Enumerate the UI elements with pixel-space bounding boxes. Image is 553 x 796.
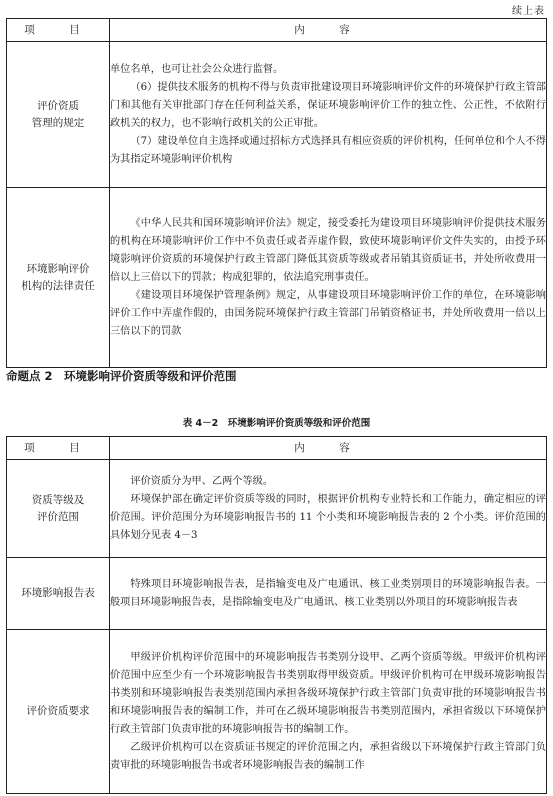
table-row	[7, 42, 547, 188]
table-header	[7, 437, 547, 460]
table-row	[7, 630, 547, 794]
paragraph: 环境保护部在确定评价资质等级的同时，根据评价机构专业特长和工作能力，确定相应的评价范围。评价范围分为环境影响报告书的 11 个小类和环境影响报告表的 2 个小类。评价范围的具体划分见表 4－3	[110, 493, 546, 541]
row-content	[110, 630, 547, 794]
paragraph: 特殊项目环境影响报告表，是指输变电及广电通讯、核工业类别项目的环境影响报告表。一般项目环境影响报告表，是指除输变电及广电通讯、核工业类别以外项目的环境影响报告表	[110, 578, 546, 608]
table-caption: 表 4－2 环境影响评价资质等级和评价范围	[182, 418, 371, 429]
table-header	[7, 19, 547, 42]
row-item-label: 资质等级及 评价范围	[7, 460, 110, 558]
table-row	[7, 460, 547, 558]
table-row	[7, 558, 547, 630]
row-item-label: 评价资质要求	[7, 630, 110, 794]
row-content	[110, 188, 547, 368]
continued-label: 续上表	[512, 6, 545, 17]
row-item-label: 环境影响报告表	[7, 558, 110, 630]
paragraph: 《建设项目环境保护管理条例》规定，从事建设项目环境影响评价工作的单位，在环境影响评价工作中弄虚作假的，由国务院环境保护行政主管部门吊销资格证书，并处所收费用一倍以上三倍以下的罚款	[110, 289, 546, 337]
paragraph: 评价资质分为甲、乙两个等级。	[130, 475, 274, 487]
row-item-label: 环境影响评价 机构的法律责任	[7, 188, 110, 368]
row-content	[110, 42, 547, 188]
paragraph: 甲级评价机构评价范围中的环境影响报告书类别分设甲、乙两个资质等级。甲级评价机构评价范围中应至少有一个环境影响报告书类别取得甲级资质。甲级评价机构可在甲级环境影响报告书类别和环境影响报告表类别范围内承担各级环境保护行政主管部门负责审批的环境影响报告书和环境影响报告表的编制工作，并可在乙级环境影响报告书类别范围内，承担省级以下环境保护行政主管部门负责审批的环境影响报告书的编制工作。	[110, 651, 546, 735]
paragraph: （6）提供技术服务的机构不得与负责审批建设项目环境影响评价文件的环境保护行政主管部门和其他有关审批部门存在任何利益关系，保证环境影响评价工作的独立性、公正性，不依附行政机关的权力，也不影响行政机关的公正审批。	[110, 81, 546, 129]
row-content	[110, 460, 547, 558]
paragraph: 单位名单，也可让社会公众进行监督。	[110, 63, 284, 75]
table-qualification	[6, 436, 547, 794]
header-item: 项 目	[7, 19, 110, 42]
row-item-label: 评价资质 管理的规定	[7, 42, 110, 188]
header-content: 内 容	[110, 437, 547, 460]
header-item: 项 目	[7, 437, 110, 460]
header-content: 内 容	[110, 19, 547, 42]
row-content	[110, 558, 547, 630]
section-heading: 命题点 2 环境影响评价资质等级和评价范围	[6, 369, 237, 383]
paragraph: 乙级评价机构可以在资质证书规定的评价范围之内，承担省级以下环境保护行政主管部门负责审批的环境影响报告书或者环境影响报告表的编制工作	[110, 741, 546, 771]
table-continued	[6, 18, 547, 368]
table-row	[7, 188, 547, 368]
paragraph: 《中华人民共和国环境影响评价法》规定，接受委托为建设项目环境影响评价提供技术服务的机构在环境影响评价工作中不负责任或者弄虚作假，致使环境影响评价文件失实的，由授予环境影响评价资质的环境保护行政主管部门降低其资质等级或者吊销其资质证书，并处所收费用一倍以上三倍以下的罚款；构成犯罪的，依法追究刑事责任。	[110, 217, 546, 283]
paragraph: （7）建设单位自主选择或通过招标方式选择具有相应资质的评价机构，任何单位和个人不得为其指定环境影响评价机构	[110, 135, 546, 165]
